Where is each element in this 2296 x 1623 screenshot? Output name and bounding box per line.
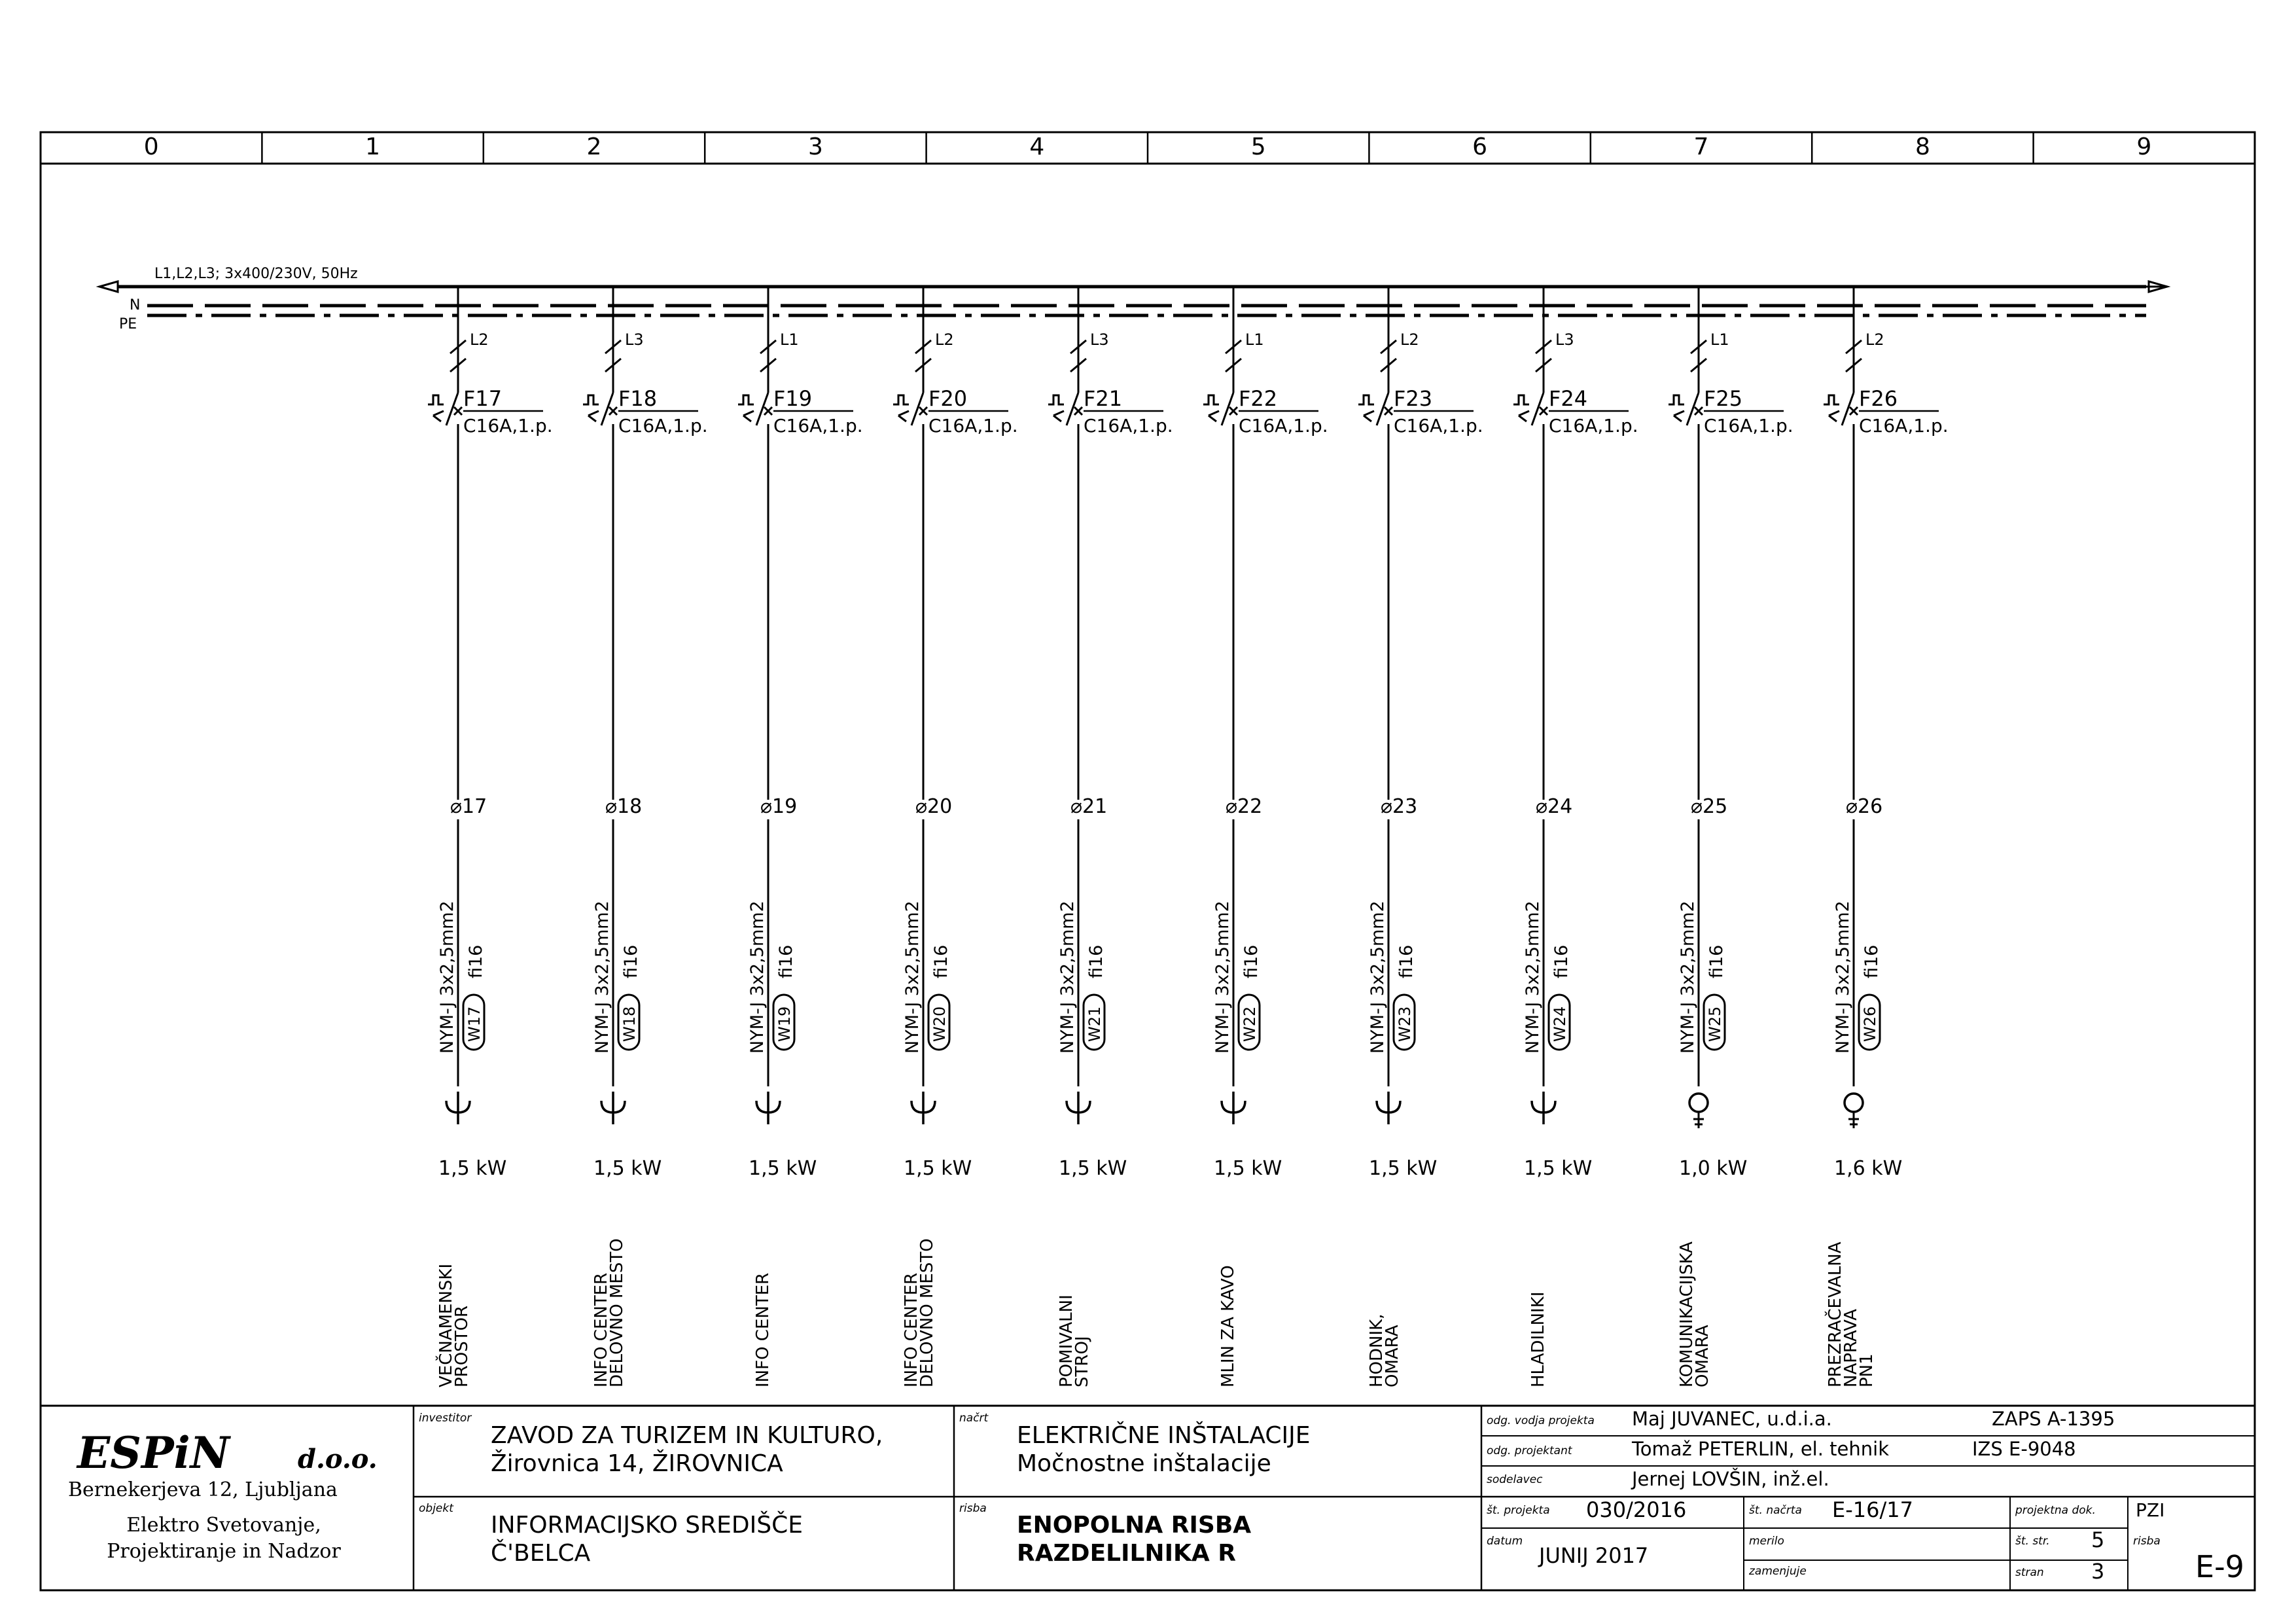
column-number: 8 bbox=[1915, 134, 1930, 160]
conduit-size: fi16 bbox=[776, 944, 796, 978]
load-label: NAPRAVA bbox=[1841, 1309, 1861, 1387]
thermal-trip-icon bbox=[1048, 395, 1064, 404]
magnetic-trip-icon bbox=[588, 411, 599, 421]
conduit-size: fi16 bbox=[466, 944, 486, 978]
phase-label: L3 bbox=[1555, 330, 1574, 349]
cable-type: NYM-J 3x2,5mm2 bbox=[1212, 901, 1233, 1054]
load-label: STROJ bbox=[1072, 1336, 1092, 1387]
column-number: 1 bbox=[365, 134, 381, 160]
thermal-trip-icon bbox=[428, 395, 444, 404]
column-number: 5 bbox=[1250, 134, 1266, 160]
load-label: PROSTOR bbox=[452, 1305, 472, 1387]
thermal-trip-icon bbox=[1824, 395, 1839, 404]
fuse-rating: C16A,1.p. bbox=[1859, 415, 1949, 437]
load-label: INFO CENTER bbox=[753, 1272, 773, 1387]
terminal-number: ⌀23 bbox=[1381, 795, 1418, 818]
conduit-size: fi16 bbox=[1862, 944, 1882, 978]
wire-tag: W19 bbox=[775, 1006, 794, 1042]
load-label: VEČNAMENSKI bbox=[436, 1263, 456, 1387]
circuit-f22 bbox=[1203, 287, 1328, 1387]
load-label: PREZRAČEVALNA bbox=[1826, 1241, 1845, 1387]
load-label: PN1 bbox=[1857, 1353, 1877, 1387]
terminal-number: ⌀17 bbox=[450, 795, 487, 818]
company-name: ESPiN bbox=[77, 1427, 230, 1478]
investitor-caption: investitor bbox=[419, 1412, 472, 1425]
vodja-caption: odg. vodja projekta bbox=[1487, 1414, 1595, 1427]
fuse-id: F20 bbox=[928, 386, 968, 411]
conduit-size: fi16 bbox=[1396, 944, 1417, 978]
datum-caption: datum bbox=[1487, 1535, 1523, 1548]
circuit-f20 bbox=[893, 287, 1018, 1387]
magnetic-trip-icon bbox=[433, 411, 444, 421]
stran: 3 bbox=[2091, 1559, 2105, 1584]
load-power: 1,0 kW bbox=[1679, 1157, 1748, 1180]
load-power: 1,5 kW bbox=[749, 1157, 817, 1180]
vodja-name: Maj JUVANEC, u.d.i.a. bbox=[1632, 1408, 1832, 1430]
load-label: INFO CENTER bbox=[902, 1272, 921, 1387]
st-nacrta-caption: št. načrta bbox=[1749, 1504, 1802, 1517]
circuits bbox=[428, 287, 1949, 1387]
projektant-name: Tomaž PETERLIN, el. tehnik bbox=[1632, 1438, 1889, 1460]
load-label: DELOVNO MESTO bbox=[607, 1238, 627, 1387]
circuit-f21 bbox=[1048, 287, 1173, 1387]
conduit-size: fi16 bbox=[1551, 944, 1572, 978]
cable-type: NYM-J 3x2,5mm2 bbox=[1057, 901, 1078, 1054]
circuit-f24 bbox=[1513, 287, 1638, 1387]
socket-outlet-icon bbox=[1377, 1092, 1400, 1124]
projektant-id: IZS E-9048 bbox=[1972, 1438, 2076, 1460]
cable-type: NYM-J 3x2,5mm2 bbox=[1523, 901, 1543, 1054]
socket-outlet-icon bbox=[1222, 1092, 1245, 1124]
fuse-id: F22 bbox=[1239, 386, 1278, 411]
socket-outlet-icon bbox=[446, 1092, 470, 1124]
risba-number-caption: risba bbox=[2133, 1535, 2161, 1548]
fuse-rating: C16A,1.p. bbox=[1394, 415, 1483, 437]
circuit-f19 bbox=[738, 287, 863, 1387]
socket-outlet-icon bbox=[1067, 1092, 1090, 1124]
thermal-trip-icon bbox=[1669, 395, 1684, 404]
st-nacrta: E-16/17 bbox=[1832, 1497, 1913, 1522]
load-label: POMIVALNI bbox=[1057, 1294, 1076, 1387]
socket-outlet-icon bbox=[911, 1092, 935, 1124]
phase-label: L1 bbox=[1245, 330, 1264, 349]
cable-type: NYM-J 3x2,5mm2 bbox=[902, 901, 923, 1054]
nacrt-line-1: ELEKTRIČNE INŠTALACIJE bbox=[1017, 1422, 1311, 1449]
fuse-id: F19 bbox=[773, 386, 813, 411]
st-projekta-caption: št. projekta bbox=[1487, 1504, 1550, 1517]
magnetic-trip-icon bbox=[1209, 411, 1219, 421]
load-label: DELOVNO MESTO bbox=[917, 1238, 937, 1387]
connection-outlet-icon bbox=[1845, 1094, 1863, 1112]
fuse-id: F17 bbox=[463, 386, 503, 411]
column-number: 3 bbox=[807, 134, 823, 160]
fuse-rating: C16A,1.p. bbox=[1239, 415, 1328, 437]
circuit-f18 bbox=[583, 287, 708, 1387]
sodelavec-name: Jernej LOVŠIN, inž.el. bbox=[1632, 1468, 1829, 1490]
sheet-border bbox=[41, 132, 2255, 1590]
projektant-caption: odg. projektant bbox=[1487, 1444, 1572, 1457]
socket-outlet-icon bbox=[1532, 1092, 1555, 1124]
magnetic-trip-icon bbox=[898, 411, 909, 421]
fuse-id: F25 bbox=[1704, 386, 1743, 411]
column-number: 2 bbox=[586, 134, 602, 160]
fuse-rating: C16A,1.p. bbox=[618, 415, 708, 437]
fuse-rating: C16A,1.p. bbox=[1084, 415, 1173, 437]
conduit-size: fi16 bbox=[1706, 944, 1727, 978]
magnetic-trip-icon bbox=[743, 411, 754, 421]
outlet-stem-icon bbox=[1693, 1112, 1704, 1128]
cable-type: NYM-J 3x2,5mm2 bbox=[1833, 901, 1853, 1054]
terminal-number: ⌀18 bbox=[605, 795, 643, 818]
wire-tag: W17 bbox=[465, 1006, 484, 1042]
vodja-id: ZAPS A-1395 bbox=[1992, 1408, 2115, 1430]
company-line-1: Elektro Svetovanje, bbox=[126, 1514, 321, 1537]
column-number: 0 bbox=[143, 134, 159, 160]
busbar-label: L1,L2,L3; 3x400/230V, 50Hz bbox=[154, 266, 358, 282]
objekt-line-1: INFORMACIJSKO SREDIŠČE bbox=[491, 1512, 803, 1539]
projektna-dok: PZI bbox=[2136, 1499, 2165, 1521]
fuse-id: F26 bbox=[1859, 386, 1898, 411]
conduit-size: fi16 bbox=[1086, 944, 1106, 978]
magnetic-trip-icon bbox=[1674, 411, 1684, 421]
circuit-f17 bbox=[428, 287, 553, 1387]
fuse-rating: C16A,1.p. bbox=[1704, 415, 1793, 437]
phase-label: L3 bbox=[625, 330, 644, 349]
load-power: 1,5 kW bbox=[1059, 1157, 1127, 1180]
pe-label: PE bbox=[119, 316, 137, 332]
st-str: 5 bbox=[2091, 1527, 2105, 1552]
load-label: KOMUNIKACIJSKA bbox=[1677, 1241, 1697, 1387]
investitor-line-2: Žirovnica 14, ŽIROVNICA bbox=[491, 1450, 783, 1477]
company-suffix: d.o.o. bbox=[298, 1444, 378, 1474]
wire-tag: W23 bbox=[1396, 1006, 1414, 1042]
nacrt-caption: načrt bbox=[959, 1412, 989, 1425]
thermal-trip-icon bbox=[1203, 395, 1219, 404]
terminal-number: ⌀19 bbox=[760, 795, 798, 818]
sodelavec-caption: sodelavec bbox=[1487, 1473, 1543, 1486]
load-power: 1,5 kW bbox=[1524, 1157, 1593, 1180]
wire-tag: W22 bbox=[1241, 1006, 1259, 1042]
outlet-stem-icon bbox=[1848, 1112, 1859, 1128]
column-number: 6 bbox=[1472, 134, 1488, 160]
cable-type: NYM-J 3x2,5mm2 bbox=[592, 901, 612, 1054]
column-header bbox=[144, 132, 2152, 164]
magnetic-trip-icon bbox=[1829, 411, 1839, 421]
fuse-rating: C16A,1.p. bbox=[928, 415, 1018, 437]
column-number: 9 bbox=[2136, 134, 2152, 160]
load-label: OMARA bbox=[1383, 1325, 1402, 1387]
wire-tag: W25 bbox=[1706, 1006, 1724, 1042]
wire-tag: W21 bbox=[1086, 1006, 1104, 1042]
thermal-trip-icon bbox=[1513, 395, 1529, 404]
cable-type: NYM-J 3x2,5mm2 bbox=[437, 901, 457, 1054]
fuse-rating: C16A,1.p. bbox=[1549, 415, 1638, 437]
conduit-size: fi16 bbox=[931, 944, 951, 978]
risba-caption: risba bbox=[959, 1502, 987, 1515]
fuse-id: F21 bbox=[1084, 386, 1123, 411]
load-label: HODNIK, bbox=[1367, 1313, 1386, 1387]
thermal-trip-icon bbox=[583, 395, 599, 404]
objekt-caption: objekt bbox=[419, 1502, 453, 1515]
load-label: HLADILNIKI bbox=[1528, 1291, 1548, 1387]
terminal-number: ⌀20 bbox=[915, 795, 953, 818]
left-arrow-icon bbox=[99, 281, 137, 292]
projektna-dok-caption: projektna dok. bbox=[2015, 1504, 2096, 1517]
connection-outlet-icon bbox=[1689, 1094, 1708, 1112]
phase-label: L2 bbox=[470, 330, 489, 349]
phase-label: L2 bbox=[1400, 330, 1419, 349]
stran-caption: stran bbox=[2015, 1566, 2044, 1579]
load-power: 1,5 kW bbox=[1369, 1157, 1438, 1180]
circuit-f23 bbox=[1358, 287, 1483, 1387]
busbar bbox=[99, 266, 2167, 332]
fuse-id: F24 bbox=[1549, 386, 1588, 411]
load-power: 1,5 kW bbox=[904, 1157, 972, 1180]
thermal-trip-icon bbox=[1358, 395, 1374, 404]
wire-tag: W24 bbox=[1551, 1006, 1569, 1042]
company-address: Bernekerjeva 12, Ljubljana bbox=[68, 1478, 338, 1501]
risba-number: E-9 bbox=[2195, 1549, 2244, 1584]
conduit-size: fi16 bbox=[621, 944, 641, 978]
fuse-id: F18 bbox=[618, 386, 658, 411]
phase-label: L1 bbox=[780, 330, 799, 349]
socket-outlet-icon bbox=[601, 1092, 625, 1124]
risba-line-2: RAZDELILNIKA R bbox=[1017, 1540, 1236, 1567]
cable-type: NYM-J 3x2,5mm2 bbox=[1368, 901, 1388, 1054]
magnetic-trip-icon bbox=[1053, 411, 1064, 421]
phase-label: L2 bbox=[935, 330, 954, 349]
column-number: 7 bbox=[1693, 134, 1709, 160]
terminal-number: ⌀21 bbox=[1070, 795, 1108, 818]
terminal-number: ⌀25 bbox=[1691, 795, 1728, 818]
conduit-size: fi16 bbox=[1241, 944, 1262, 978]
fuse-rating: C16A,1.p. bbox=[463, 415, 553, 437]
title-block bbox=[41, 1406, 2255, 1590]
fuse-id: F23 bbox=[1394, 386, 1433, 411]
thermal-trip-icon bbox=[893, 395, 909, 404]
terminal-number: ⌀24 bbox=[1536, 795, 1573, 818]
st-projekta: 030/2016 bbox=[1586, 1497, 1687, 1522]
wire-tag: W18 bbox=[620, 1006, 639, 1042]
load-power: 1,5 kW bbox=[593, 1157, 662, 1180]
terminal-number: ⌀26 bbox=[1846, 795, 1883, 818]
objekt-line-2: Č'BELCA bbox=[491, 1540, 591, 1567]
phase-label: L1 bbox=[1710, 330, 1729, 349]
wire-tag: W26 bbox=[1861, 1006, 1879, 1042]
fuse-rating: C16A,1.p. bbox=[773, 415, 863, 437]
column-number: 4 bbox=[1029, 134, 1045, 160]
circuit-f26 bbox=[1824, 287, 1949, 1387]
cable-type: NYM-J 3x2,5mm2 bbox=[747, 901, 768, 1054]
neutral-label: N bbox=[130, 297, 141, 313]
phase-label: L3 bbox=[1090, 330, 1109, 349]
load-power: 1,5 kW bbox=[1214, 1157, 1282, 1180]
nacrt-line-2: Močnostne inštalacije bbox=[1017, 1450, 1271, 1477]
phase-label: L2 bbox=[1865, 330, 1884, 349]
cable-type: NYM-J 3x2,5mm2 bbox=[1678, 901, 1698, 1054]
magnetic-trip-icon bbox=[1364, 411, 1374, 421]
merilo-caption: merilo bbox=[1749, 1535, 1784, 1548]
risba-line-1: ENOPOLNA RISBA bbox=[1017, 1512, 1252, 1539]
thermal-trip-icon bbox=[738, 395, 754, 404]
zamenjuje-caption: zamenjuje bbox=[1749, 1565, 1807, 1578]
st-str-caption: št. str. bbox=[2015, 1535, 2050, 1548]
load-label: INFO CENTER bbox=[592, 1272, 611, 1387]
investitor-line-1: ZAVOD ZA TURIZEM IN KULTURO, bbox=[491, 1422, 883, 1449]
load-label: MLIN ZA KAVO bbox=[1218, 1265, 1238, 1387]
company-line-2: Projektiranje in Nadzor bbox=[107, 1540, 341, 1563]
load-power: 1,6 kW bbox=[1834, 1157, 1903, 1180]
terminal-number: ⌀22 bbox=[1226, 795, 1263, 818]
datum: JUNIJ 2017 bbox=[1539, 1543, 1649, 1568]
load-label: OMARA bbox=[1693, 1325, 1712, 1387]
socket-outlet-icon bbox=[756, 1092, 780, 1124]
load-power: 1,5 kW bbox=[438, 1157, 507, 1180]
wire-tag: W20 bbox=[930, 1006, 949, 1042]
magnetic-trip-icon bbox=[1519, 411, 1529, 421]
circuit-f25 bbox=[1669, 287, 1793, 1387]
right-arrow-icon bbox=[2146, 281, 2167, 292]
